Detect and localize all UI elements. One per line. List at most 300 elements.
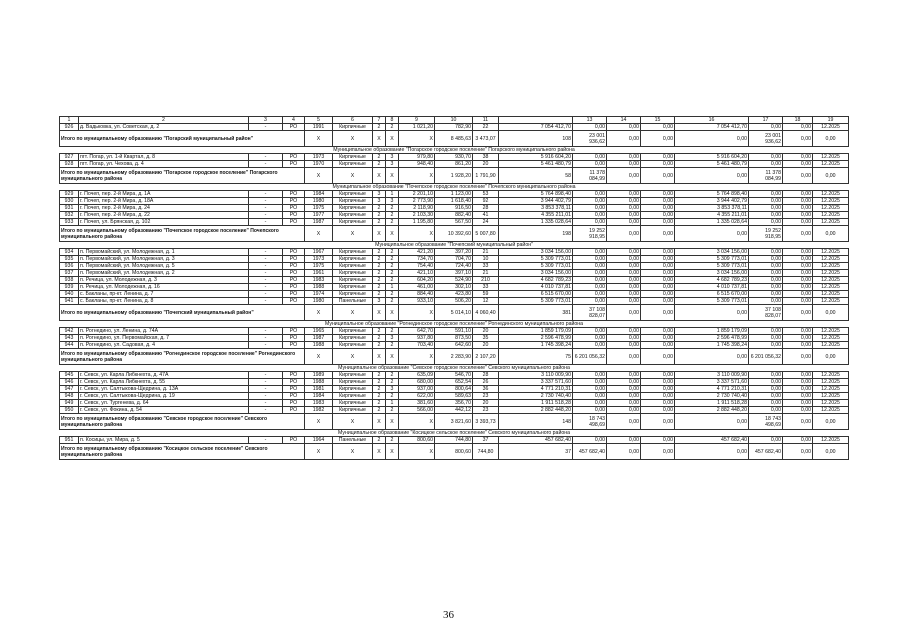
data-cell: 1977 (305, 212, 333, 219)
data-cell: 0,00 (573, 335, 607, 342)
total-cell: 0,00 (641, 414, 675, 430)
data-cell: Кирпичные (333, 386, 373, 393)
total-cell: 0,00 (783, 349, 813, 365)
data-cell: Кирпичные (333, 124, 373, 131)
data-cell: 0,00 (573, 124, 607, 131)
data-cell: 2 882 448,20 (499, 407, 573, 414)
data-cell: 0,00 (573, 407, 607, 414)
data-cell: 951 (60, 437, 79, 444)
data-cell: 0,00 (749, 298, 783, 305)
total-cell: 19 252 918,95 (749, 226, 783, 242)
data-cell: 302,10 (435, 284, 473, 291)
total-cell: 10 392,60 (435, 226, 473, 242)
data-cell: 0,00 (783, 298, 813, 305)
data-cell: 0,00 (641, 400, 675, 407)
total-cell: 0,00 (675, 305, 749, 321)
data-cell: - (249, 124, 283, 131)
data-cell: - (249, 291, 283, 298)
data-cell: 421,20 (399, 249, 435, 256)
data-cell: 2 (386, 379, 399, 386)
data-cell: 2 (373, 205, 386, 212)
address-cell: п. Первомайский, ул. Молодежная, д. 3 (79, 256, 249, 263)
total-cell: 148 (499, 414, 573, 430)
total-cell: 37 108 828,07 (573, 305, 607, 321)
total-cell: X (399, 444, 435, 460)
data-cell: РО (283, 154, 305, 161)
data-cell: 0,00 (641, 154, 675, 161)
data-cell: 567,50 (435, 219, 473, 226)
data-cell: 12.2025 (813, 191, 849, 198)
data-cell: 0,00 (607, 198, 641, 205)
data-cell: - (249, 386, 283, 393)
total-cell: X (386, 414, 399, 430)
data-cell: 6 515 670,00 (499, 291, 573, 298)
total-cell: X (333, 131, 373, 147)
data-cell: РО (283, 400, 305, 407)
column-number-cell: 10 (435, 117, 473, 124)
data-cell: 0,00 (749, 161, 783, 168)
address-cell: п. Рогнедино, ул. Садовая, д. 4 (79, 342, 249, 349)
municipality-heading: Муниципальное образование "Севское городское поселение" Севского муниципального района (60, 365, 849, 372)
data-cell: 0,00 (607, 277, 641, 284)
address-cell: п. Рогнедино, ул. Ленина, д. 74А (79, 328, 249, 335)
data-cell: 0,00 (573, 393, 607, 400)
data-cell: РО (283, 393, 305, 400)
data-cell: 2 (386, 298, 399, 305)
table-row (60, 263, 849, 270)
data-cell: 1991 (305, 124, 333, 131)
data-cell: 0,00 (641, 191, 675, 198)
data-cell: Кирпичные (333, 284, 373, 291)
municipality-heading-row (60, 321, 849, 328)
data-cell: 3 (386, 335, 399, 342)
data-cell: 936 (60, 263, 79, 270)
total-cell: 3 393,73 (473, 414, 499, 430)
data-cell: 2 (386, 407, 399, 414)
data-cell: 933 (60, 219, 79, 226)
data-cell: 930,70 (435, 154, 473, 161)
data-cell: 1 745 398,24 (499, 342, 573, 349)
data-cell: 12 (473, 298, 499, 305)
total-cell: 0,00 (783, 131, 813, 147)
data-cell: 12.2025 (813, 270, 849, 277)
total-cell: X (305, 131, 333, 147)
data-cell: 1987 (305, 219, 333, 226)
data-cell: 457 682,40 (675, 437, 749, 444)
data-cell: 1983 (305, 277, 333, 284)
data-cell: 7 054 412,70 (499, 124, 573, 131)
data-cell: 0,00 (607, 407, 641, 414)
address-cell: пгт. Погар, ул. 1-й Квартал, д. 8 (79, 154, 249, 161)
data-cell: - (249, 407, 283, 414)
data-cell: 20 (473, 342, 499, 349)
data-cell: 1961 (305, 270, 333, 277)
data-cell: 12.2025 (813, 437, 849, 444)
data-cell: 0,00 (573, 161, 607, 168)
data-cell: 0,00 (573, 270, 607, 277)
total-row (60, 168, 849, 184)
data-cell: 53 (473, 191, 499, 198)
data-cell: 3 (386, 198, 399, 205)
data-cell: 0,00 (573, 249, 607, 256)
data-cell: Кирпичные (333, 372, 373, 379)
total-label: Итого по муниципальному образованию "Косицкое сельское поселение" Севского муниципального района (60, 444, 305, 460)
data-cell: 36 (473, 386, 499, 393)
data-cell: - (249, 270, 283, 277)
data-cell: Кирпичные (333, 277, 373, 284)
table-row (60, 154, 849, 161)
municipality-heading: Муниципальное образование "Почепское городское поселение" Почепского муниципального района (60, 184, 849, 191)
data-cell: 3 (386, 154, 399, 161)
total-cell: X (386, 349, 399, 365)
data-cell: 0,00 (573, 154, 607, 161)
data-cell: Кирпичные (333, 198, 373, 205)
data-cell: 0,00 (641, 372, 675, 379)
data-cell: 381,60 (399, 400, 435, 407)
data-cell: 4 355 211,01 (675, 212, 749, 219)
data-cell: 0,00 (783, 400, 813, 407)
total-cell: 0,00 (675, 349, 749, 365)
data-cell: - (249, 256, 283, 263)
address-cell: п. Речица, ул. Молодежная, д. 3 (79, 277, 249, 284)
table-row (60, 124, 849, 131)
data-cell: - (249, 212, 283, 219)
data-cell: 0,00 (749, 342, 783, 349)
total-cell: X (399, 168, 435, 184)
total-cell: 0,00 (641, 168, 675, 184)
data-cell: Кирпичные (333, 161, 373, 168)
data-cell: 0,00 (783, 335, 813, 342)
table-row (60, 249, 849, 256)
data-cell: 1965 (305, 328, 333, 335)
data-cell: РО (283, 212, 305, 219)
data-cell: 5 461 480,79 (499, 161, 573, 168)
table-row (60, 212, 849, 219)
total-cell: 0,00 (783, 226, 813, 242)
total-cell: X (386, 131, 399, 147)
data-cell: 0,00 (783, 342, 813, 349)
data-cell: 934 (60, 249, 79, 256)
data-cell: 0,00 (749, 407, 783, 414)
data-cell: РО (283, 407, 305, 414)
data-cell: 635,09 (399, 372, 435, 379)
data-cell: 652,54 (435, 379, 473, 386)
data-cell: 566,00 (399, 407, 435, 414)
data-cell: 546,70 (435, 372, 473, 379)
column-number-cell: 8 (386, 117, 399, 124)
total-cell: X (333, 444, 373, 460)
data-cell: 1973 (305, 154, 333, 161)
data-cell: РО (283, 379, 305, 386)
data-cell: 0,00 (783, 393, 813, 400)
municipality-heading: Муниципальное образование "Почепский муниципальный район" (60, 242, 849, 249)
data-cell: 3 853 378,11 (675, 205, 749, 212)
data-cell: 937 (60, 270, 79, 277)
data-cell: 2 (373, 335, 386, 342)
data-cell: 2 (386, 393, 399, 400)
data-cell: 2 (373, 161, 386, 168)
total-cell: X (305, 168, 333, 184)
data-cell: - (249, 393, 283, 400)
total-cell: 0,00 (641, 305, 675, 321)
data-cell: - (249, 372, 283, 379)
data-cell: 2 (386, 372, 399, 379)
data-cell: 5 461 480,79 (675, 161, 749, 168)
total-cell: X (399, 305, 435, 321)
total-cell: 18 743 498,69 (749, 414, 783, 430)
data-cell: 38 (473, 154, 499, 161)
column-number-cell: 11 (473, 117, 499, 124)
data-cell: Кирпичные (333, 342, 373, 349)
data-cell: 1980 (305, 298, 333, 305)
data-cell: - (249, 263, 283, 270)
data-cell: 0,00 (783, 191, 813, 198)
total-cell: 37 108 828,07 (749, 305, 783, 321)
total-cell: 0,00 (813, 305, 849, 321)
table-row (60, 335, 849, 342)
column-number-cell: 16 (675, 117, 749, 124)
total-cell: X (373, 168, 386, 184)
data-cell: 0,00 (607, 328, 641, 335)
data-cell: 0,00 (607, 291, 641, 298)
data-cell: 1 859 179,09 (675, 328, 749, 335)
data-cell: 940 (60, 291, 79, 298)
address-cell: п. Первомайский, ул. Молодежная, д. 5 (79, 263, 249, 270)
data-cell: 421,10 (399, 270, 435, 277)
data-cell: 1 618,40 (435, 198, 473, 205)
total-cell: X (373, 226, 386, 242)
total-cell: X (333, 414, 373, 430)
data-cell: 12.2025 (813, 219, 849, 226)
column-number-cell: 15 (641, 117, 675, 124)
data-cell: 937,00 (399, 386, 435, 393)
data-cell: 461,00 (399, 284, 435, 291)
data-cell: 0,00 (607, 219, 641, 226)
data-cell: 937,80 (399, 335, 435, 342)
data-cell: 0,00 (749, 263, 783, 270)
data-cell: 2 (373, 256, 386, 263)
total-cell: X (305, 444, 333, 460)
total-cell: 5 014,10 (435, 305, 473, 321)
data-cell: Кирпичные (333, 219, 373, 226)
data-cell: 0,00 (573, 372, 607, 379)
data-cell: 744,80 (435, 437, 473, 444)
data-cell: 0,00 (783, 161, 813, 168)
data-cell: 1 195,80 (399, 219, 435, 226)
data-cell: 20 (473, 161, 499, 168)
data-cell: 12.2025 (813, 205, 849, 212)
data-cell: 1 335 028,64 (499, 219, 573, 226)
municipality-heading-row (60, 147, 849, 154)
data-cell: 12.2025 (813, 284, 849, 291)
data-cell: 2 (373, 328, 386, 335)
data-cell: 0,00 (783, 270, 813, 277)
data-cell: 12.2025 (813, 256, 849, 263)
data-cell: 2 (373, 277, 386, 284)
data-cell: 2 (373, 154, 386, 161)
data-cell: 23 (473, 407, 499, 414)
data-cell: 3 (373, 298, 386, 305)
data-cell: Кирпичные (333, 263, 373, 270)
data-cell: Кирпичные (333, 400, 373, 407)
data-cell: 0,00 (641, 263, 675, 270)
total-cell: 0,00 (641, 349, 675, 365)
column-number-row (60, 117, 849, 124)
total-cell: 0,00 (675, 444, 749, 460)
data-cell: Кирпичные (333, 328, 373, 335)
data-cell: 3 (386, 386, 399, 393)
data-cell: 3 944 402,79 (499, 198, 573, 205)
data-cell: 2 596 478,99 (499, 335, 573, 342)
total-cell: 0,00 (607, 305, 641, 321)
table-row (60, 328, 849, 335)
total-cell: 75 (499, 349, 573, 365)
data-cell: 0,00 (783, 256, 813, 263)
data-cell: 734,70 (399, 256, 435, 263)
data-cell: 3 110 009,90 (499, 372, 573, 379)
data-cell: Кирпичные (333, 270, 373, 277)
total-cell: 37 (499, 444, 573, 460)
column-number-cell: 6 (333, 117, 373, 124)
data-cell: 2 730 740,40 (499, 393, 573, 400)
data-cell: 0,00 (607, 298, 641, 305)
data-cell: 0,00 (641, 270, 675, 277)
data-cell: 2 (373, 249, 386, 256)
total-cell: 198 (499, 226, 573, 242)
data-cell: 0,00 (749, 400, 783, 407)
data-cell: 5 309 773,01 (499, 263, 573, 270)
data-cell: 35 (473, 335, 499, 342)
total-row (60, 226, 849, 242)
total-cell: 0,00 (783, 444, 813, 460)
column-number-cell: 7 (373, 117, 386, 124)
data-cell: 884,40 (399, 291, 435, 298)
total-cell: 23 001 936,62 (573, 131, 607, 147)
data-cell: 3 034 156,00 (499, 249, 573, 256)
data-cell: 0,00 (783, 212, 813, 219)
data-cell: 916,50 (435, 205, 473, 212)
data-cell: 928 (60, 161, 79, 168)
data-cell: 0,00 (573, 284, 607, 291)
data-cell: - (249, 284, 283, 291)
data-cell: 1 021,20 (399, 124, 435, 131)
total-cell: 23 001 936,62 (749, 131, 783, 147)
data-cell: 397,10 (435, 270, 473, 277)
total-cell: X (399, 131, 435, 147)
data-cell: 942 (60, 328, 79, 335)
municipality-heading-row (60, 365, 849, 372)
column-number-cell: 19 (813, 117, 849, 124)
total-cell: X (305, 305, 333, 321)
data-cell: 3 034 156,00 (675, 249, 749, 256)
data-cell: РО (283, 256, 305, 263)
data-cell: РО (283, 335, 305, 342)
data-cell: 1973 (305, 256, 333, 263)
data-cell: 2 730 740,40 (675, 393, 749, 400)
data-cell: 21 (473, 270, 499, 277)
data-cell: 4 355 211,01 (499, 212, 573, 219)
data-cell: 0,00 (749, 154, 783, 161)
data-cell: 2 (373, 407, 386, 414)
data-cell: 12.2025 (813, 249, 849, 256)
data-cell: РО (283, 291, 305, 298)
total-cell: X (373, 444, 386, 460)
total-cell: 0,00 (607, 226, 641, 242)
data-cell: 0,00 (573, 379, 607, 386)
data-cell: 442,12 (435, 407, 473, 414)
data-cell: Кирпичные (333, 212, 373, 219)
total-cell: X (399, 414, 435, 430)
total-cell: X (373, 414, 386, 430)
total-cell: 1 791,90 (473, 168, 499, 184)
data-cell: 947 (60, 386, 79, 393)
data-cell: 3 (386, 161, 399, 168)
total-cell: 2 107,20 (473, 349, 499, 365)
address-cell: с. Бакланы, пр-кт. Ленина, д. 8 (79, 298, 249, 305)
data-cell: - (249, 328, 283, 335)
data-cell: 0,00 (749, 124, 783, 131)
data-cell: 0,00 (573, 198, 607, 205)
total-label: Итого по муниципальному образованию "Севское городское поселение" Севского муниципального района (60, 414, 305, 430)
total-cell: 0,00 (607, 349, 641, 365)
total-cell: 0,00 (783, 168, 813, 184)
table-row (60, 372, 849, 379)
data-cell: 591,10 (435, 328, 473, 335)
data-cell: 5 309 773,01 (675, 263, 749, 270)
data-cell: 2 (386, 263, 399, 270)
address-cell: г. Почеп, пер. 2-й Мира, д. 18А (79, 198, 249, 205)
data-cell: 2 773,90 (399, 198, 435, 205)
data-cell: 1982 (305, 407, 333, 414)
data-cell: 12.2025 (813, 379, 849, 386)
data-cell: 941 (60, 298, 79, 305)
data-cell: 1984 (305, 191, 333, 198)
data-cell: 0,00 (607, 124, 641, 131)
total-cell: X (386, 226, 399, 242)
data-cell: 0,00 (641, 198, 675, 205)
total-cell: X (386, 305, 399, 321)
data-cell: 2 (386, 342, 399, 349)
data-cell: 642,60 (435, 342, 473, 349)
data-cell: 2 (373, 124, 386, 131)
data-cell: 5 309 773,01 (675, 298, 749, 305)
table-row (60, 270, 849, 277)
data-cell: 2 (386, 437, 399, 444)
data-cell: 926 (60, 124, 79, 131)
data-cell: 929 (60, 191, 79, 198)
total-cell: 6 201 056,32 (749, 349, 783, 365)
data-cell: РО (283, 284, 305, 291)
data-cell: 0,00 (641, 277, 675, 284)
data-cell: 2 (373, 342, 386, 349)
data-cell: 12.2025 (813, 386, 849, 393)
data-cell: 2 (386, 124, 399, 131)
data-cell: РО (283, 191, 305, 198)
data-cell: 1 (386, 284, 399, 291)
data-cell: 0,00 (573, 205, 607, 212)
data-cell: РО (283, 161, 305, 168)
data-cell: 2 (373, 284, 386, 291)
data-cell: 0,00 (641, 342, 675, 349)
data-cell: 12.2025 (813, 198, 849, 205)
data-cell: 0,00 (641, 205, 675, 212)
data-cell: РО (283, 328, 305, 335)
data-cell: 0,00 (783, 205, 813, 212)
data-cell: 0,00 (641, 328, 675, 335)
data-cell: 2 (373, 270, 386, 277)
data-cell: - (249, 335, 283, 342)
data-cell: 703,40 (399, 342, 435, 349)
